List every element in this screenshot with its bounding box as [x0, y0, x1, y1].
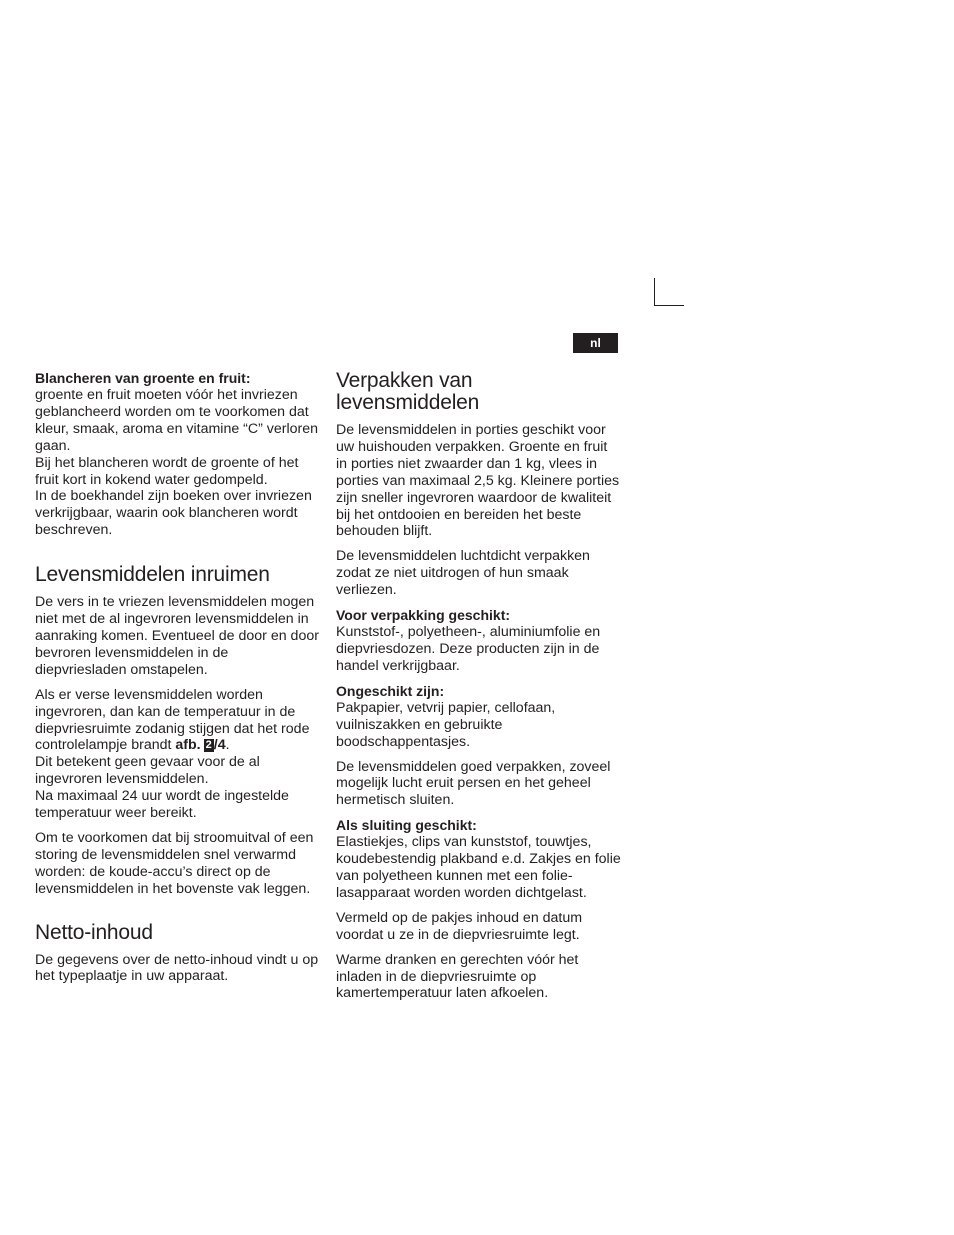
section-heading-inruimen: Levensmiddelen inruimen: [35, 563, 270, 587]
inruimen-paragraph-3: Om te voorkomen dat bij stroomuitval of een storing de levensmiddelen snel verwarmd worden: de koude-accu’s direct op de levensmiddelen in het bovenste vak leggen.: [35, 829, 314, 897]
inruimen-paragraph-2: Als er verse levensmiddelen worden ingevroren, dan kan de temperatuur in de diepvriesruimte zodanig stijgen dat het rode controlelampje brandt afb. 2 /4.: [35, 686, 310, 754]
crop-mark-vertical: [654, 278, 655, 306]
language-tab: nl: [573, 333, 618, 353]
inruimen-paragraph-1: De vers in te vriezen levensmiddelen mogen niet met de al ingevroren levensmiddelen in aanraking komen. Eventueel de door en door bevroren levensmiddelen in de diepvriesladen omstapelen.: [35, 594, 319, 678]
verpakken-paragraph-8: Warme dranken en gerechten vóór het inladen in de diepvriesruimte op kamertemperatuur laten afkoelen.: [336, 951, 579, 1002]
verpakken-paragraph-6: Elastiekjes, clips van kunststof, touwtjes, koudebestendig plakband e.d. Zakjes en folie van polyetheen kunnen met een folie-lasapparaat worden worden dichtgelast.: [336, 834, 621, 901]
blanch-heading: Blancheren van groente en fruit:: [35, 370, 251, 386]
inruimen-paragraph-2b: Dit betekent geen gevaar voor de al ingevroren levensmiddelen.: [35, 754, 260, 788]
figure-ref: afb.: [175, 737, 201, 754]
blanch-text-2: Bij het blancheren wordt de groente of het fruit kort in kokend water gedompeld.: [35, 454, 299, 488]
left-column: [35, 370, 320, 985]
blanch-text-1: groente en fruit moeten vóór het invriezen geblancheerd worden om te voorkomen dat kleur, smaak, aroma en vitamine “C” verloren gaan.: [35, 387, 319, 454]
verpakken-paragraph-1: De levensmiddelen in porties geschikt voor uw huishouden verpakken. Groente en fruit in porties niet zwaarder dan 1 kg, vlees in porties van maximaal 2,5 kg. Kleinere porties zijn sneller ingevroren waardoor de kwaliteit bij het ontdooien en bereiden het beste behouden blijft.: [336, 422, 620, 540]
netto-inhoud-paragraph: De gegevens over de netto-inhoud vindt u op het typeplaatje in uw apparaat.: [35, 951, 319, 985]
section-heading-netto-inhoud: Netto-inhoud: [35, 920, 153, 944]
verpakken-paragraph-5: De levensmiddelen goed verpakken, zoveel mogelijk lucht eruit persen en het geheel hermetisch sluiten.: [336, 758, 611, 809]
blanch-text-3: In de boekhandel zijn boeken over invriezen verkrijgbaar, waarin ook blancheren wordt beschreven.: [35, 488, 312, 539]
verpakken-paragraph-3: Kunststof-, polyetheen-, aluminiumfolie en diepvriesdozen. Deze producten zijn in de handel verkrijgbaar.: [336, 624, 601, 674]
subheading-geschikt: Voor verpakking geschikt:: [336, 607, 511, 624]
verpakken-paragraph-7: Vermeld op de pakjes inhoud en datum voordat u ze in de diepvriesruimte legt.: [336, 909, 583, 943]
subheading-ongeschikt: Ongeschikt zijn:: [336, 682, 445, 699]
right-column: [336, 370, 621, 1002]
verpakken-paragraph-4: Pakpapier, vetvrij papier, cellofaan, vuilniszakken en gebruikte boodschappentasjes.: [336, 699, 556, 750]
section-heading-verpakken: Verpakken van levensmiddelen: [336, 369, 480, 414]
verpakken-paragraph-2: De levensmiddelen luchtdicht verpakken zodat ze niet uitdrogen of hun smaak verliezen.: [336, 548, 590, 599]
crop-mark-horizontal: [654, 305, 684, 306]
subheading-sluiting: Als sluiting geschikt:: [336, 817, 477, 834]
figure-number-badge: 2: [205, 739, 212, 752]
inruimen-paragraph-2c: Na maximaal 24 uur wordt de ingestelde temperatuur weer bereikt.: [35, 788, 289, 822]
